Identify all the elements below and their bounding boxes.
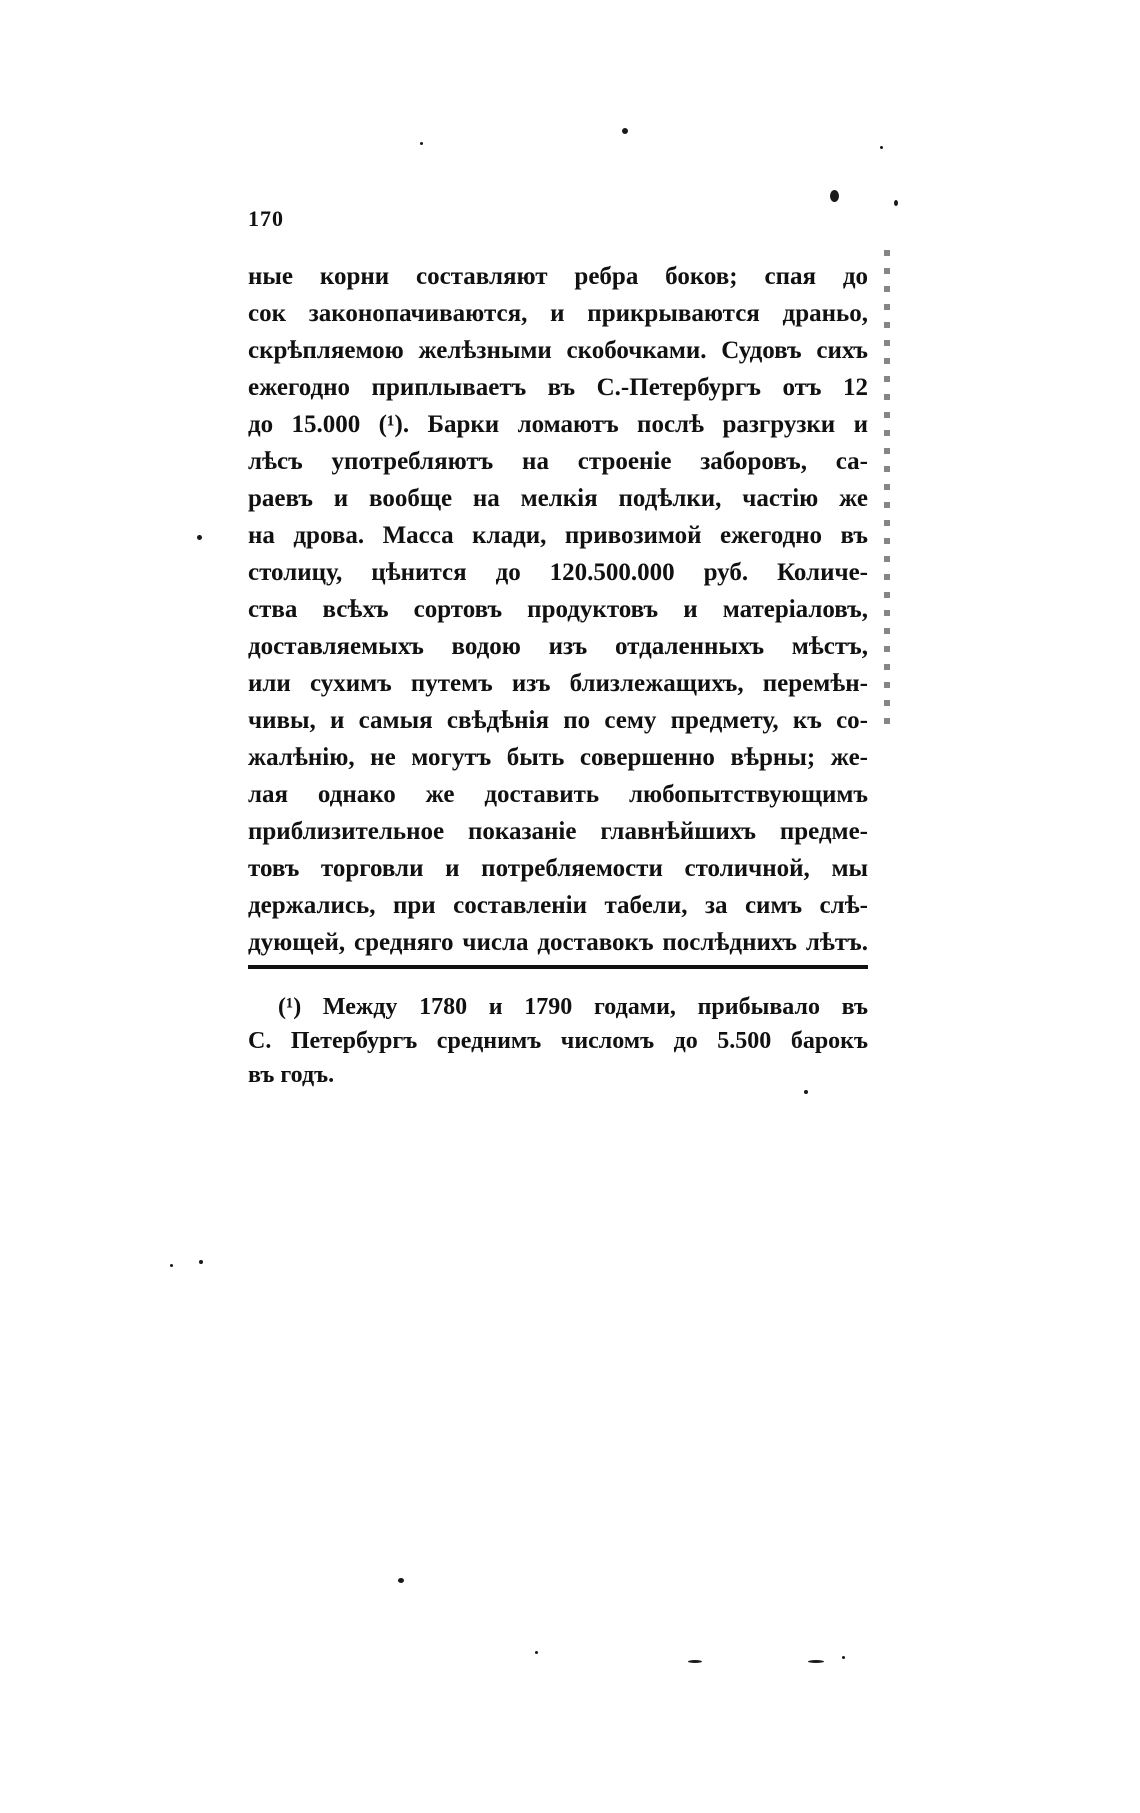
footnote-line-1: (¹) Между 1780 и 1790 годами, прибывало въ <box>278 994 868 1020</box>
scan-speck <box>622 128 628 134</box>
scan-speck <box>535 1651 538 1654</box>
scan-speck <box>804 1090 808 1094</box>
text-line-5: до 15.000 (¹). Барки ломаютъ послѣ разгрузки и <box>248 411 868 438</box>
footnote-divider <box>248 965 868 969</box>
scan-edge-artifact <box>884 250 890 730</box>
text-line-13: чивы, и самыя свѣдѣнія по сему предмету, къ со- <box>248 707 868 734</box>
scan-speck <box>170 1264 173 1267</box>
scan-speck <box>688 1660 702 1663</box>
text-line-10: ства всѣхъ сортовъ продуктовъ и матеріаловъ, <box>248 596 868 623</box>
scan-speck <box>842 1656 845 1659</box>
text-line-19: дующей, средняго числа доставокъ послѣднихъ лѣтъ. <box>248 929 868 956</box>
text-line-4: ежегодно приплываетъ въ С.-Петербургъ отъ 12 <box>248 374 868 401</box>
text-line-8: на дрова. Масса клади, привозимой ежегодно въ <box>248 522 868 549</box>
text-line-11: доставляемыхъ водою изъ отдаленныхъ мѣстъ, <box>248 633 868 660</box>
scan-speck <box>830 190 839 202</box>
scan-speck <box>880 146 883 149</box>
text-line-1: ные корни составляют ребра боков; спая до <box>248 263 868 290</box>
scan-speck <box>420 142 423 145</box>
text-line-7: раевъ и вообще на мелкія подѣлки, частію же <box>248 485 868 512</box>
text-line-14: жалѣнію, не могутъ быть совершенно вѣрны; же- <box>248 744 868 771</box>
text-line-17: товъ торговли и потребляемости столичной, мы <box>248 855 868 882</box>
scan-speck <box>197 535 202 540</box>
text-line-3: скрѣпляемою желѣзными скобочками. Судовъ сихъ <box>248 337 868 364</box>
page-number: 170 <box>248 206 284 231</box>
text-line-15: лая однако же доставить любопытствующимъ <box>248 781 868 808</box>
scan-speck <box>199 1260 203 1264</box>
text-line-12: или сухимъ путемъ изъ близлежащихъ, перемѣн- <box>248 670 868 697</box>
text-line-18: держались, при составленіи табели, за симъ слѣ- <box>248 892 868 919</box>
text-line-2: сок законопачиваются, и прикрываются драньо, <box>248 300 868 327</box>
text-line-9: столицу, цѣнится до 120.500.000 руб. Количе- <box>248 559 868 586</box>
main-text-block <box>248 258 868 961</box>
footnote-line-2: С. Петербургъ среднимъ числомъ до 5.500 барокъ <box>248 1028 868 1054</box>
text-line-16: приблизительное показаніе главнѣйшихъ предме- <box>248 818 868 845</box>
scan-speck <box>398 1578 404 1583</box>
footnote-line-3: въ годъ. <box>248 1062 335 1088</box>
footnote-block <box>248 990 868 1092</box>
text-line-6: лѣсъ употребляютъ на строеніе заборовъ, са- <box>248 448 868 475</box>
scan-speck <box>894 200 898 206</box>
scan-speck <box>808 1660 824 1663</box>
